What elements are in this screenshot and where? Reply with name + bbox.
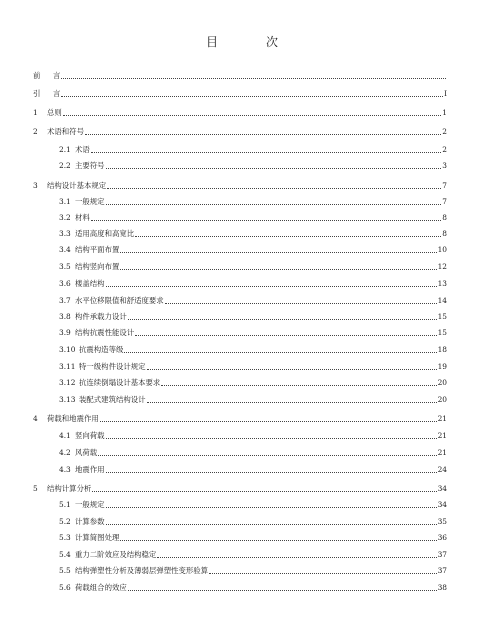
toc-entry[interactable] xyxy=(59,245,447,255)
toc-entry-page: 20 xyxy=(437,395,447,404)
dot-leader xyxy=(128,319,437,320)
toc-entry-label: 结构竖向布置 xyxy=(75,262,120,271)
toc-entry-page: 21 xyxy=(437,414,447,423)
dot-leader xyxy=(106,168,442,169)
toc-entry-page: 21 xyxy=(437,431,447,440)
toc-entry-page: 36 xyxy=(437,533,447,542)
toc-entry-page: 38 xyxy=(437,583,447,592)
toc-entry[interactable] xyxy=(59,448,447,458)
toc-entry[interactable] xyxy=(59,566,447,576)
toc-entry-number: 5.1 xyxy=(59,500,71,509)
toc-entry-number: 4.1 xyxy=(59,431,71,440)
toc-entry-number: 2.2 xyxy=(59,161,71,170)
toc-entry[interactable] xyxy=(59,517,447,527)
dot-leader xyxy=(161,385,436,386)
dot-leader xyxy=(135,236,441,237)
dot-leader xyxy=(209,573,437,574)
toc-entry-label: 抗连续倒塌设计基本要求 xyxy=(79,378,161,387)
toc-entry-label: 总则 xyxy=(47,108,62,117)
toc-entry-page: 1 xyxy=(442,108,447,117)
toc-entry-label: 竖向荷载 xyxy=(75,431,105,440)
dot-leader xyxy=(106,524,437,525)
toc-entry-page: 8 xyxy=(442,229,447,238)
dot-leader xyxy=(106,204,442,205)
toc-entry[interactable] xyxy=(59,229,447,239)
toc-entry-number: 3.10 xyxy=(59,345,76,354)
dot-leader xyxy=(106,472,437,473)
toc-entry[interactable] xyxy=(33,108,447,118)
toc-entry[interactable] xyxy=(59,500,447,510)
toc-entry-number: 3.5 xyxy=(59,262,71,271)
toc-entry[interactable] xyxy=(59,197,447,207)
toc-entry-page: 7 xyxy=(442,197,447,206)
toc-entry-page: I xyxy=(444,89,447,98)
toc-entry-label: 计算参数 xyxy=(75,517,105,526)
toc-entry-number: 3.13 xyxy=(59,395,76,404)
toc-entry-page: 12 xyxy=(437,262,447,271)
toc-entry-label: 言 xyxy=(53,89,61,98)
toc-entry-page: 15 xyxy=(437,312,447,321)
toc-entry-label: 水平位移限值和舒适度要求 xyxy=(75,296,164,305)
toc-entry-number: 3.8 xyxy=(59,312,71,321)
toc-entry-page: 34 xyxy=(437,484,447,493)
dot-leader xyxy=(147,402,437,403)
toc-entry-label: 装配式建筑结构设计 xyxy=(79,395,146,404)
toc-entry-number: 3.4 xyxy=(59,245,71,254)
toc-entry-page: 20 xyxy=(437,378,447,387)
dot-leader xyxy=(106,507,437,508)
toc-entry-number: 5.2 xyxy=(59,517,71,526)
toc-entry-number: 3 xyxy=(33,181,38,190)
toc-entry[interactable] xyxy=(33,71,447,81)
toc-entry[interactable] xyxy=(59,533,447,543)
toc-entry-page: 13 xyxy=(437,279,447,288)
dot-leader xyxy=(91,152,442,153)
toc-entry-page: 2 xyxy=(442,145,447,154)
toc-entry-page: 14 xyxy=(437,296,447,305)
dot-leader xyxy=(157,557,436,558)
toc-entry[interactable] xyxy=(33,484,447,494)
toc-entry-number: 5 xyxy=(33,484,38,493)
toc-entry-number: 1 xyxy=(33,108,38,117)
toc-entry[interactable] xyxy=(59,345,447,355)
dot-leader xyxy=(107,188,441,189)
toc-entry[interactable] xyxy=(59,279,447,289)
toc-entry-label: 术语和符号 xyxy=(47,127,84,136)
toc-entry-page: 10 xyxy=(437,245,447,254)
toc-entry-label: 抗震构造等级 xyxy=(79,345,124,354)
dot-leader xyxy=(135,335,436,336)
toc-entry-number: 4 xyxy=(33,414,38,423)
toc-entry-label: 材料 xyxy=(75,213,90,222)
toc-entry-page: 21 xyxy=(437,448,447,457)
toc-entry-label: 荷载组合的效应 xyxy=(75,583,127,592)
toc-entry[interactable] xyxy=(33,89,447,99)
toc-entry-page: 2 xyxy=(442,127,447,136)
toc-entry-page: 35 xyxy=(437,517,447,526)
toc-entry[interactable] xyxy=(59,362,447,372)
toc-entry-label: 一般规定 xyxy=(75,500,105,509)
toc-entry-number: 前 xyxy=(33,71,41,80)
toc-entry-number: 3.9 xyxy=(59,328,71,337)
dot-leader xyxy=(120,269,436,270)
toc-title: 目 次 xyxy=(205,35,296,49)
toc-entry-label: 风荷载 xyxy=(75,448,98,457)
toc-entry[interactable] xyxy=(59,583,447,593)
toc-entry-number: 2.1 xyxy=(59,145,71,154)
toc-entry[interactable] xyxy=(59,395,447,405)
dot-leader xyxy=(106,438,437,439)
toc-entry-number: 4.2 xyxy=(59,448,71,457)
toc-entry-page: 7 xyxy=(442,181,447,190)
toc-entry-page: 3 xyxy=(442,161,447,170)
toc-entry-number: 4.3 xyxy=(59,465,71,474)
toc-entry-label: 结构设计基本规定 xyxy=(47,181,107,190)
toc-entry[interactable] xyxy=(33,127,447,137)
dot-leader xyxy=(98,455,436,456)
dot-leader xyxy=(63,115,442,116)
dot-leader xyxy=(85,134,441,135)
toc-entry-page: 37 xyxy=(437,566,447,575)
toc-entry-number: 3.11 xyxy=(59,362,76,371)
toc-entry[interactable] xyxy=(59,465,447,475)
toc-entry-label: 特一级构件设计规定 xyxy=(79,362,146,371)
dot-leader xyxy=(61,96,443,97)
toc-entry-number: 3.7 xyxy=(59,296,71,305)
toc-entry[interactable] xyxy=(33,414,447,424)
dot-leader xyxy=(128,590,437,591)
toc-entry-page: 18 xyxy=(437,345,447,354)
toc-entry-number: 5.5 xyxy=(59,566,71,575)
toc-entry-label: 主要符号 xyxy=(75,161,105,170)
toc-entry-number: 5.3 xyxy=(59,533,71,542)
toc-entry-label: 结构抗震性能设计 xyxy=(75,328,135,337)
toc-entry[interactable] xyxy=(59,431,447,441)
toc-entry-label: 结构计算分析 xyxy=(47,484,92,493)
toc-entry-number: 2 xyxy=(33,127,38,136)
toc-entry-label: 荷载和地震作用 xyxy=(47,414,99,423)
dot-leader xyxy=(124,352,436,353)
toc-entry[interactable] xyxy=(59,312,447,322)
toc-entry[interactable] xyxy=(59,296,447,306)
toc-entry-label: 重力二阶效应及结构稳定 xyxy=(75,550,157,559)
dot-leader xyxy=(147,369,437,370)
toc-entry-label: 构件承载力设计 xyxy=(75,312,127,321)
toc-entry-number: 5.4 xyxy=(59,550,71,559)
toc-entry-label: 言 xyxy=(53,71,61,80)
toc-entry[interactable] xyxy=(59,550,447,560)
toc-entry-page: 37 xyxy=(437,550,447,559)
dot-leader xyxy=(120,252,436,253)
toc-entry-page: 24 xyxy=(437,465,447,474)
toc-entry-number: 3.12 xyxy=(59,378,76,387)
toc-entry-number: 引 xyxy=(33,89,41,98)
toc-entry[interactable] xyxy=(59,378,447,388)
toc-entry[interactable] xyxy=(59,145,447,155)
dot-leader xyxy=(91,220,442,221)
toc-entry-page: 34 xyxy=(437,500,447,509)
toc-entry-number: 5.6 xyxy=(59,583,71,592)
toc-entry-label: 地震作用 xyxy=(75,465,105,474)
toc-entry-number: 3.1 xyxy=(59,197,71,206)
toc-entry-label: 术语 xyxy=(75,145,90,154)
toc-entry-page: 19 xyxy=(437,362,447,371)
dot-leader xyxy=(100,421,437,422)
dot-leader xyxy=(106,286,437,287)
toc-entry-page: 15 xyxy=(437,328,447,337)
dot-leader xyxy=(120,540,436,541)
toc-entry[interactable] xyxy=(59,161,447,171)
toc-entry-label: 计算简图处理 xyxy=(75,533,120,542)
toc-entry-label: 适用高度和高宽比 xyxy=(75,229,135,238)
toc-entry-label: 楼盖结构 xyxy=(75,279,105,288)
toc-entry-label: 一般规定 xyxy=(75,197,105,206)
toc-entry-number: 3.3 xyxy=(59,229,71,238)
dot-leader xyxy=(165,303,437,304)
toc-entry-number: 3.2 xyxy=(59,213,71,222)
toc-entry-label: 结构弹塑性分析及薄弱层弹塑性变形验算 xyxy=(75,566,209,575)
toc-entry-number: 3.6 xyxy=(59,279,71,288)
toc-entry-page: 8 xyxy=(442,213,447,222)
dot-leader xyxy=(61,78,446,79)
toc-entry[interactable] xyxy=(59,213,447,223)
toc-entry[interactable] xyxy=(33,181,447,191)
toc-entry-label: 结构平面布置 xyxy=(75,245,120,254)
toc-entry[interactable] xyxy=(59,262,447,272)
toc-entry[interactable] xyxy=(59,328,447,338)
dot-leader xyxy=(92,491,436,492)
